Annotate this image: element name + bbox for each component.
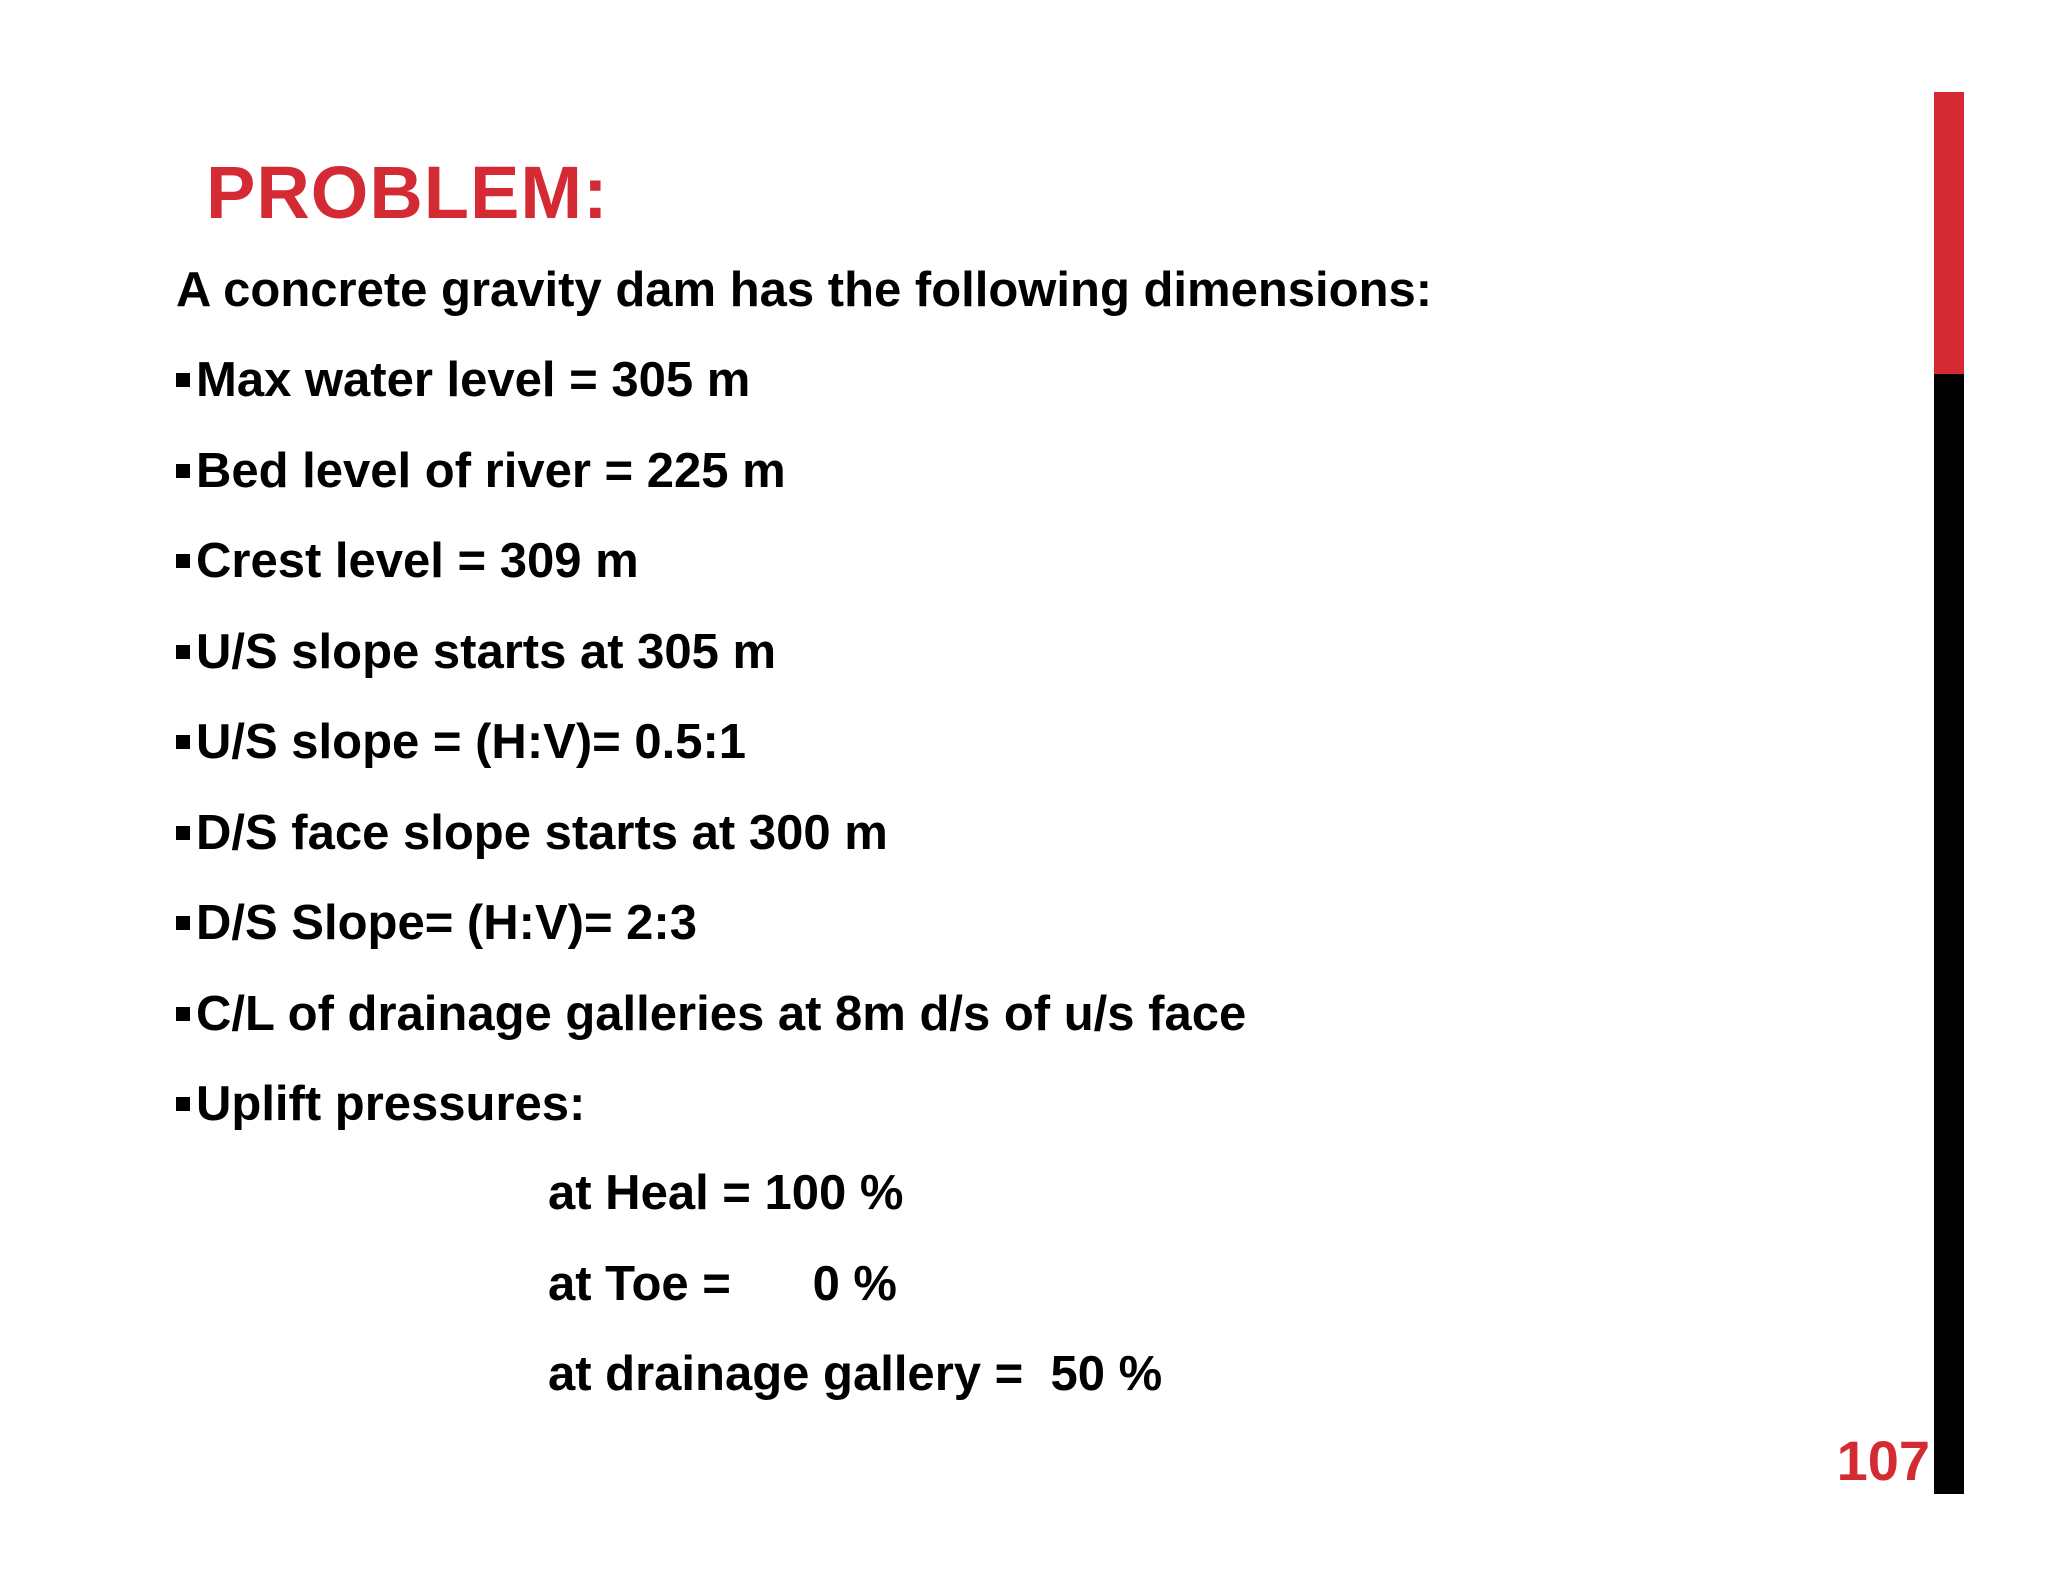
slide-title: PROBLEM: [206, 151, 609, 234]
uplift-pressure-list [548, 1163, 1162, 1435]
list-item [176, 712, 1246, 803]
uplift-heel: at Heal = 100 % [548, 1166, 904, 1220]
square-bullet-icon [176, 373, 190, 387]
page-number: 107 [1836, 1429, 1930, 1492]
list-item-text: U/S slope starts at 305 m [196, 624, 777, 679]
list-item-text: C/L of drainage galleries at 8m d/s of u/s face [196, 986, 1247, 1041]
list-item-text: Uplift pressures: [196, 1077, 586, 1131]
list-item-text: U/S slope = (H:V)= 0.5:1 [196, 715, 747, 769]
list-item [176, 893, 1246, 984]
square-bullet-icon [176, 645, 190, 659]
list-item [176, 622, 1246, 713]
square-bullet-icon [176, 1097, 190, 1111]
problem-intro: A concrete gravity dam has the following dimensions: [176, 263, 1433, 317]
list-item [176, 1074, 1246, 1165]
square-bullet-icon [176, 464, 190, 478]
uplift-drainage-gallery: at drainage gallery = 50 % [548, 1347, 1163, 1401]
square-bullet-icon [176, 554, 190, 568]
list-item [176, 531, 1246, 622]
square-bullet-icon [176, 826, 190, 840]
uplift-toe: at Toe = 0 % [548, 1256, 898, 1311]
list-item-text: Max water level = 305 m [196, 353, 751, 407]
list-item [176, 803, 1246, 894]
sidebar-bar [1934, 92, 1964, 1494]
list-item-text: Crest level = 309 m [196, 534, 639, 588]
square-bullet-icon [176, 916, 190, 930]
list-item [176, 441, 1246, 532]
sidebar-accent [1934, 92, 1964, 374]
list-item-text: D/S Slope= (H:V)= 2:3 [196, 896, 698, 950]
square-bullet-icon [176, 1007, 190, 1021]
square-bullet-icon [176, 735, 190, 749]
list-item-text: Bed level of river = 225 m [196, 443, 786, 498]
list-item [176, 984, 1246, 1075]
dimension-list [176, 350, 1246, 1165]
list-item [176, 350, 1246, 441]
list-item-text: D/S face slope starts at 300 m [196, 805, 888, 860]
